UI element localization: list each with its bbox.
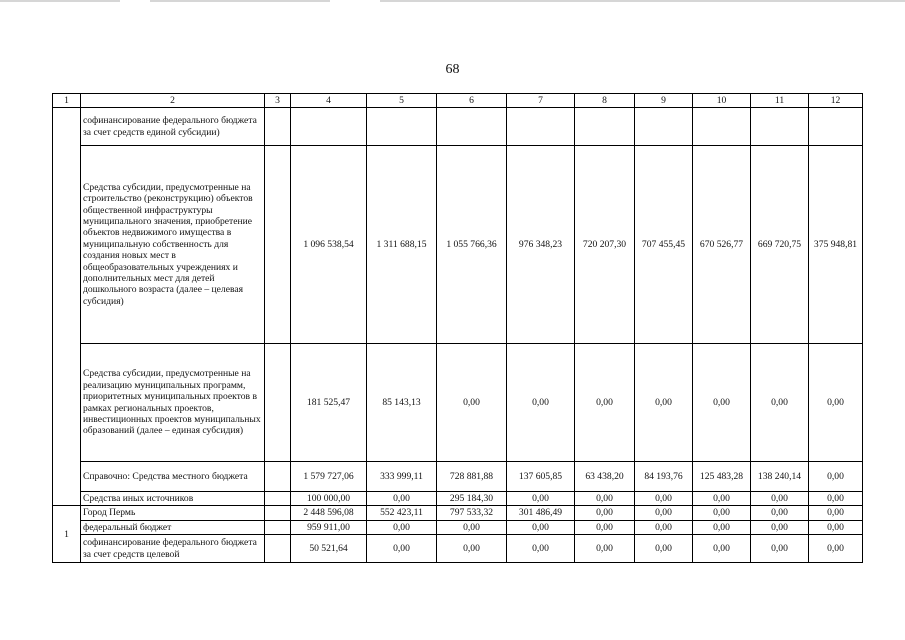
table-body	[53, 94, 863, 563]
row-label: федеральный бюджет	[81, 520, 265, 534]
value-cell: 0,00	[809, 462, 863, 492]
unit-cell	[265, 506, 291, 520]
table-row	[53, 146, 863, 344]
value-cell: 0,00	[693, 520, 751, 534]
unit-cell	[265, 520, 291, 534]
value-cell: 0,00	[575, 506, 635, 520]
value-cell: 0,00	[751, 506, 809, 520]
value-cell: 0,00	[751, 492, 809, 506]
value-cell	[575, 108, 635, 146]
value-cell: 0,00	[437, 344, 507, 462]
table-row	[53, 506, 863, 520]
row-label: Город Пермь	[81, 506, 265, 520]
table-row	[53, 535, 863, 563]
unit-cell	[265, 146, 291, 344]
value-cell: 0,00	[575, 492, 635, 506]
value-cell	[291, 108, 367, 146]
header-cell: 11	[751, 94, 809, 108]
value-cell: 181 525,47	[291, 344, 367, 462]
value-cell	[809, 108, 863, 146]
top-rule	[380, 0, 905, 2]
value-cell: 0,00	[367, 520, 437, 534]
header-cell: 2	[81, 94, 265, 108]
value-cell: 0,00	[693, 344, 751, 462]
value-cell: 0,00	[809, 535, 863, 563]
value-cell: 707 455,45	[635, 146, 693, 344]
value-cell: 1 055 766,36	[437, 146, 507, 344]
header-cell: 8	[575, 94, 635, 108]
value-cell: 0,00	[635, 506, 693, 520]
header-cell: 5	[367, 94, 437, 108]
value-cell: 0,00	[507, 492, 575, 506]
value-cell	[367, 108, 437, 146]
row-number-cell	[53, 108, 81, 506]
value-cell: 0,00	[575, 535, 635, 563]
value-cell: 63 438,20	[575, 462, 635, 492]
value-cell	[507, 108, 575, 146]
value-cell	[635, 108, 693, 146]
top-rule	[0, 0, 120, 2]
header-cell: 10	[693, 94, 751, 108]
value-cell: 0,00	[635, 492, 693, 506]
value-cell: 0,00	[507, 344, 575, 462]
row-label: Средства иных источников	[81, 492, 265, 506]
value-cell: 0,00	[809, 492, 863, 506]
table-row	[53, 492, 863, 506]
value-cell: 295 184,30	[437, 492, 507, 506]
value-cell: 0,00	[635, 344, 693, 462]
value-cell: 669 720,75	[751, 146, 809, 344]
top-rule	[150, 0, 330, 2]
unit-cell	[265, 108, 291, 146]
value-cell: 0,00	[437, 535, 507, 563]
table-row	[53, 108, 863, 146]
row-label: Средства субсидии, предусмотренные на реализацию муниципальных программ, приоритетных муниципальных проектов в рамках региональных проектов, инвестиционных проектов муниципальных образований (далее – единая субсидия)	[81, 344, 265, 462]
unit-cell	[265, 462, 291, 492]
header-cell: 6	[437, 94, 507, 108]
value-cell: 670 526,77	[693, 146, 751, 344]
value-cell: 100 000,00	[291, 492, 367, 506]
value-cell: 1 579 727,06	[291, 462, 367, 492]
value-cell: 0,00	[635, 520, 693, 534]
value-cell: 0,00	[635, 535, 693, 563]
value-cell: 1 096 538,54	[291, 146, 367, 344]
row-label: софинансирование федерального бюджета за счет средств единой субсидии)	[81, 108, 265, 146]
value-cell: 728 881,88	[437, 462, 507, 492]
value-cell: 552 423,11	[367, 506, 437, 520]
value-cell	[693, 108, 751, 146]
value-cell: 125 483,28	[693, 462, 751, 492]
budget-table	[52, 93, 863, 563]
value-cell: 0,00	[751, 520, 809, 534]
value-cell: 0,00	[507, 520, 575, 534]
value-cell: 0,00	[693, 535, 751, 563]
unit-cell	[265, 535, 291, 563]
value-cell: 138 240,14	[751, 462, 809, 492]
header-cell: 9	[635, 94, 693, 108]
header-row	[53, 94, 863, 108]
value-cell: 137 605,85	[507, 462, 575, 492]
value-cell: 0,00	[367, 535, 437, 563]
value-cell: 0,00	[751, 344, 809, 462]
value-cell: 2 448 596,08	[291, 506, 367, 520]
value-cell: 976 348,23	[507, 146, 575, 344]
header-cell: 4	[291, 94, 367, 108]
row-number-cell: 1	[53, 506, 81, 563]
header-cell: 3	[265, 94, 291, 108]
table-row	[53, 462, 863, 492]
value-cell: 0,00	[575, 344, 635, 462]
value-cell: 375 948,81	[809, 146, 863, 344]
value-cell: 1 311 688,15	[367, 146, 437, 344]
value-cell: 0,00	[367, 492, 437, 506]
value-cell: 0,00	[693, 492, 751, 506]
row-label: Средства субсидии, предусмотренные на строительство (реконструкцию) объектов общественной инфраструктуры муниципального значения, приобретение объектов недвижимого имущества в муниципальную собственность для создания новых мест в общеобразовательных учреждениях и дополнительных мест для детей дошкольного возраста (далее – целевая субсидия)	[81, 146, 265, 344]
value-cell: 959 911,00	[291, 520, 367, 534]
value-cell: 0,00	[437, 520, 507, 534]
value-cell: 0,00	[809, 520, 863, 534]
table-row	[53, 344, 863, 462]
value-cell: 0,00	[693, 506, 751, 520]
header-cell: 12	[809, 94, 863, 108]
header-cell: 7	[507, 94, 575, 108]
value-cell	[751, 108, 809, 146]
value-cell: 0,00	[809, 344, 863, 462]
unit-cell	[265, 344, 291, 462]
value-cell	[437, 108, 507, 146]
value-cell: 720 207,30	[575, 146, 635, 344]
value-cell: 0,00	[575, 520, 635, 534]
value-cell: 333 999,11	[367, 462, 437, 492]
value-cell: 50 521,64	[291, 535, 367, 563]
value-cell: 301 486,49	[507, 506, 575, 520]
value-cell: 85 143,13	[367, 344, 437, 462]
value-cell: 0,00	[751, 535, 809, 563]
row-label: Справочно: Средства местного бюджета	[81, 462, 265, 492]
value-cell: 0,00	[507, 535, 575, 563]
unit-cell	[265, 492, 291, 506]
value-cell: 84 193,76	[635, 462, 693, 492]
page-number: 68	[445, 62, 460, 77]
value-cell: 0,00	[809, 506, 863, 520]
header-cell: 1	[53, 94, 81, 108]
table-row	[53, 520, 863, 534]
value-cell: 797 533,32	[437, 506, 507, 520]
row-label: софинансирование федерального бюджета за счет средств целевой	[81, 535, 265, 563]
